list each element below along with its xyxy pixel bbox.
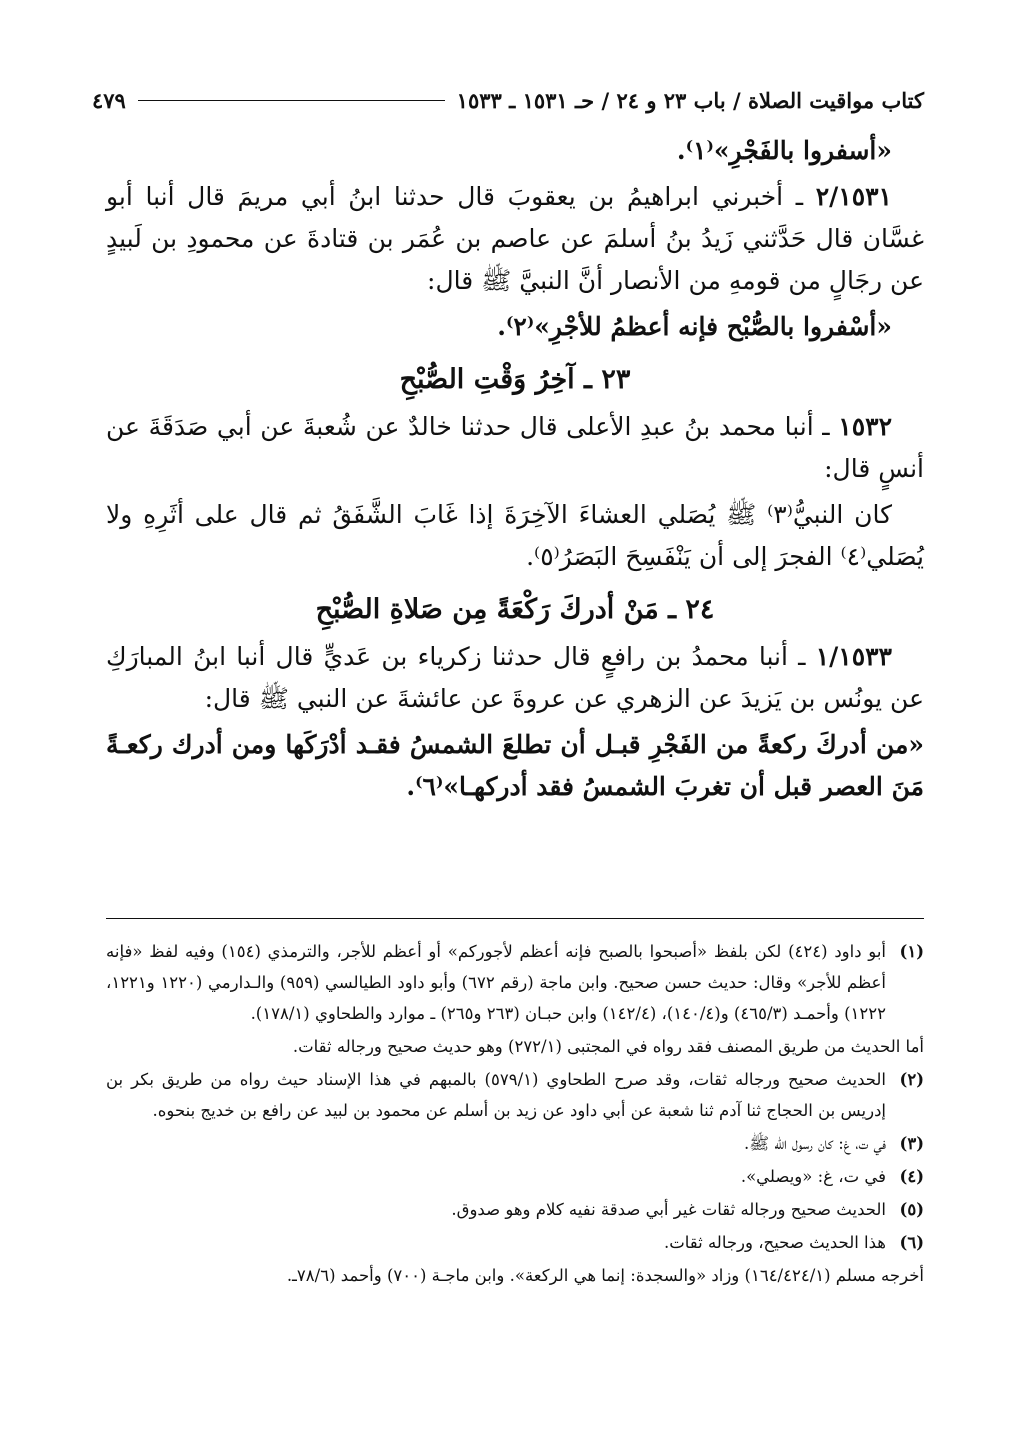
footnote-2 xyxy=(106,1064,924,1126)
running-title: كتاب مواقيت الصلاة / باب ٢٣ و ٢٤ / حـ ١٥٣١ ـ ١٥٣٣ xyxy=(456,87,924,113)
footnote-1-continuation: أما الحديث من طريق المصنف فقد رواه في المجتبى (٢٧٢/١) وهو حديث صحيح ورجاله ثقات. xyxy=(292,1037,924,1056)
footnote-6-continuation: أخرجه مسلم (١٦٤/٤٢٤/١) وزاد «والسجدة: إنما هي الركعة». وابن ماجـة (٧٠٠) وأحمد (٧٨/٦ـ. xyxy=(286,1266,924,1285)
footnote-6 xyxy=(106,1227,924,1258)
footnote-5 xyxy=(106,1194,924,1225)
hadith-1533-matn: «من أدركَ ركعةً من الفَجْرِ قبـل أن تطلعَ الشمسُ فقـد أدْرَكَها ومن أدرك ركعـةً مَنَ العصر قبل أن تغربَ الشمسُ فقد أدركهـا»⁽٦⁾. xyxy=(106,730,925,801)
chapter-heading-24: ٢٤ ـ مَنْ أدركَ رَكْعَةً مِن صَلاةِ الصُّبْحِ xyxy=(315,594,715,625)
footnote-4 xyxy=(106,1161,924,1192)
footnote-number: (١) xyxy=(899,942,924,961)
hadith-isnad: ـ أنبا محمد بنُ عبدِ الأعلى قال حدثنا خالدٌ عن شُعبةَ عن أبي صَدَقَةَ عن أنسٍ قال: xyxy=(106,412,924,483)
hadith-1532-matn: كان النبيُّ⁽٣⁾ ﷺ يُصَلي العشاءَ الآخِرَةَ إذا غَابَ الشَّفَقُ ثم قال على أثَرِهِ ولا يُصَلي⁽٤⁾ الفجرَ إلى أن يَنْفَسِحَ البَصَرُ⁽٥⁾. xyxy=(106,500,924,571)
footnote-3 xyxy=(106,1128,924,1159)
header-rule xyxy=(138,100,445,101)
hadith-1531 xyxy=(106,176,924,302)
footnote-text: أبو داود (٤٢٤) لكن بلفظ «أصبحوا بالصبح فإنه أعظم لأجوركم» أو أعظم للأجر، والترمذي (١٥٤) وفيه لفظ «فإنه أعظم للأجر» وقال: حديث حسن صحيح. وابن ماجة (رقم ٦٧٢) وأبو داود الطيالسي (٩٥٩) والـدارمي (١٢٢٠ و١٢٢١، ١٢٢٢) وأحمـد (٤٦٥/٣) و(١٤٠/٤)، (١٤٢/٤) وابن حبـان (٢٦٣ و٢٦٥) ـ موارد والطحاوي (١٧٨/١). xyxy=(106,942,887,1023)
footnote-1 xyxy=(106,936,924,1029)
hadith-isnad: ـ أنبا محمدُ بن رافعٍ قال حدثنا زكرياء بن عَديٍّ قال أنبا ابنُ المبارَكِ عن يونُس بن يَزيدَ عن الزهري عن عروةَ عن عائشةَ عن النبي ﷺ قال: xyxy=(106,642,924,713)
footnote-number: (٣) xyxy=(899,1134,924,1153)
hadith-number: ١/١٥٣٣ xyxy=(815,642,892,671)
footnote-number: (٦) xyxy=(899,1233,924,1252)
hadith-1533 xyxy=(106,636,924,720)
footnote-text: الحديث صحيح ورجاله ثقات غير أبي صدقة نفيه كلام وهو صدوق. xyxy=(451,1200,886,1219)
footnote-text: هذا الحديث صحيح، ورجاله ثقات. xyxy=(663,1233,886,1252)
running-header xyxy=(92,82,924,118)
chapter-heading-23: ٢٣ ـ آخِرُ وَقْتِ الصُّبْحِ xyxy=(399,364,631,395)
page-number: ٤٧٩ xyxy=(92,87,126,113)
hadith-1532 xyxy=(106,406,924,490)
hadith-1531-matn: «أسْفروا بالصُّبْح فإنه أعظمُ للأجْرِ»⁽٢⁾. xyxy=(497,312,892,341)
paragraph-hadith-end: «أسفروا بالفَجْرِ»⁽١⁾. xyxy=(676,136,892,165)
footnote-text: في ت، غ: «ويصلي». xyxy=(740,1167,886,1186)
footnote-text: في ت، غ: كان رسول الله ﷺ. xyxy=(743,1134,886,1153)
footnote-number: (٢) xyxy=(899,1070,924,1089)
footnote-divider xyxy=(106,918,924,919)
footnote-number: (٤) xyxy=(899,1167,924,1186)
footnote-number: (٥) xyxy=(899,1200,924,1219)
hadith-isnad: ـ أخبرني ابراهيمُ بن يعقوبَ قال حدثنا ابنُ أبي مريمَ قال أنبا أبو غسَّان قال حَدَّثني زَيدُ بنُ أسلمَ عن عاصم بن عُمَر بن قتادةَ عن محمودِ بن لَبيدٍ عن رجَالٍ من قومهِ من الأنصار أنَّ النبيَّ ﷺ قال: xyxy=(106,182,924,295)
footnote-text: الحديث صحيح ورجاله ثقات، وقد صرح الطحاوي (٥٧٩/١) بالمبهم في هذا الإسناد حيث رواه من طريق بكر بن إدريس بن الحجاج ثنا آدم ثنا شعبة عن أبي داود عن زيد بن أسلم عن محمود بن لبيد عن رافع بن خديج بنحوه. xyxy=(106,1070,886,1120)
footnotes xyxy=(106,936,924,1293)
hadith-number: ١٥٣٢ xyxy=(838,412,892,441)
main-text xyxy=(106,130,924,812)
hadith-number: ٢/١٥٣١ xyxy=(815,182,892,211)
